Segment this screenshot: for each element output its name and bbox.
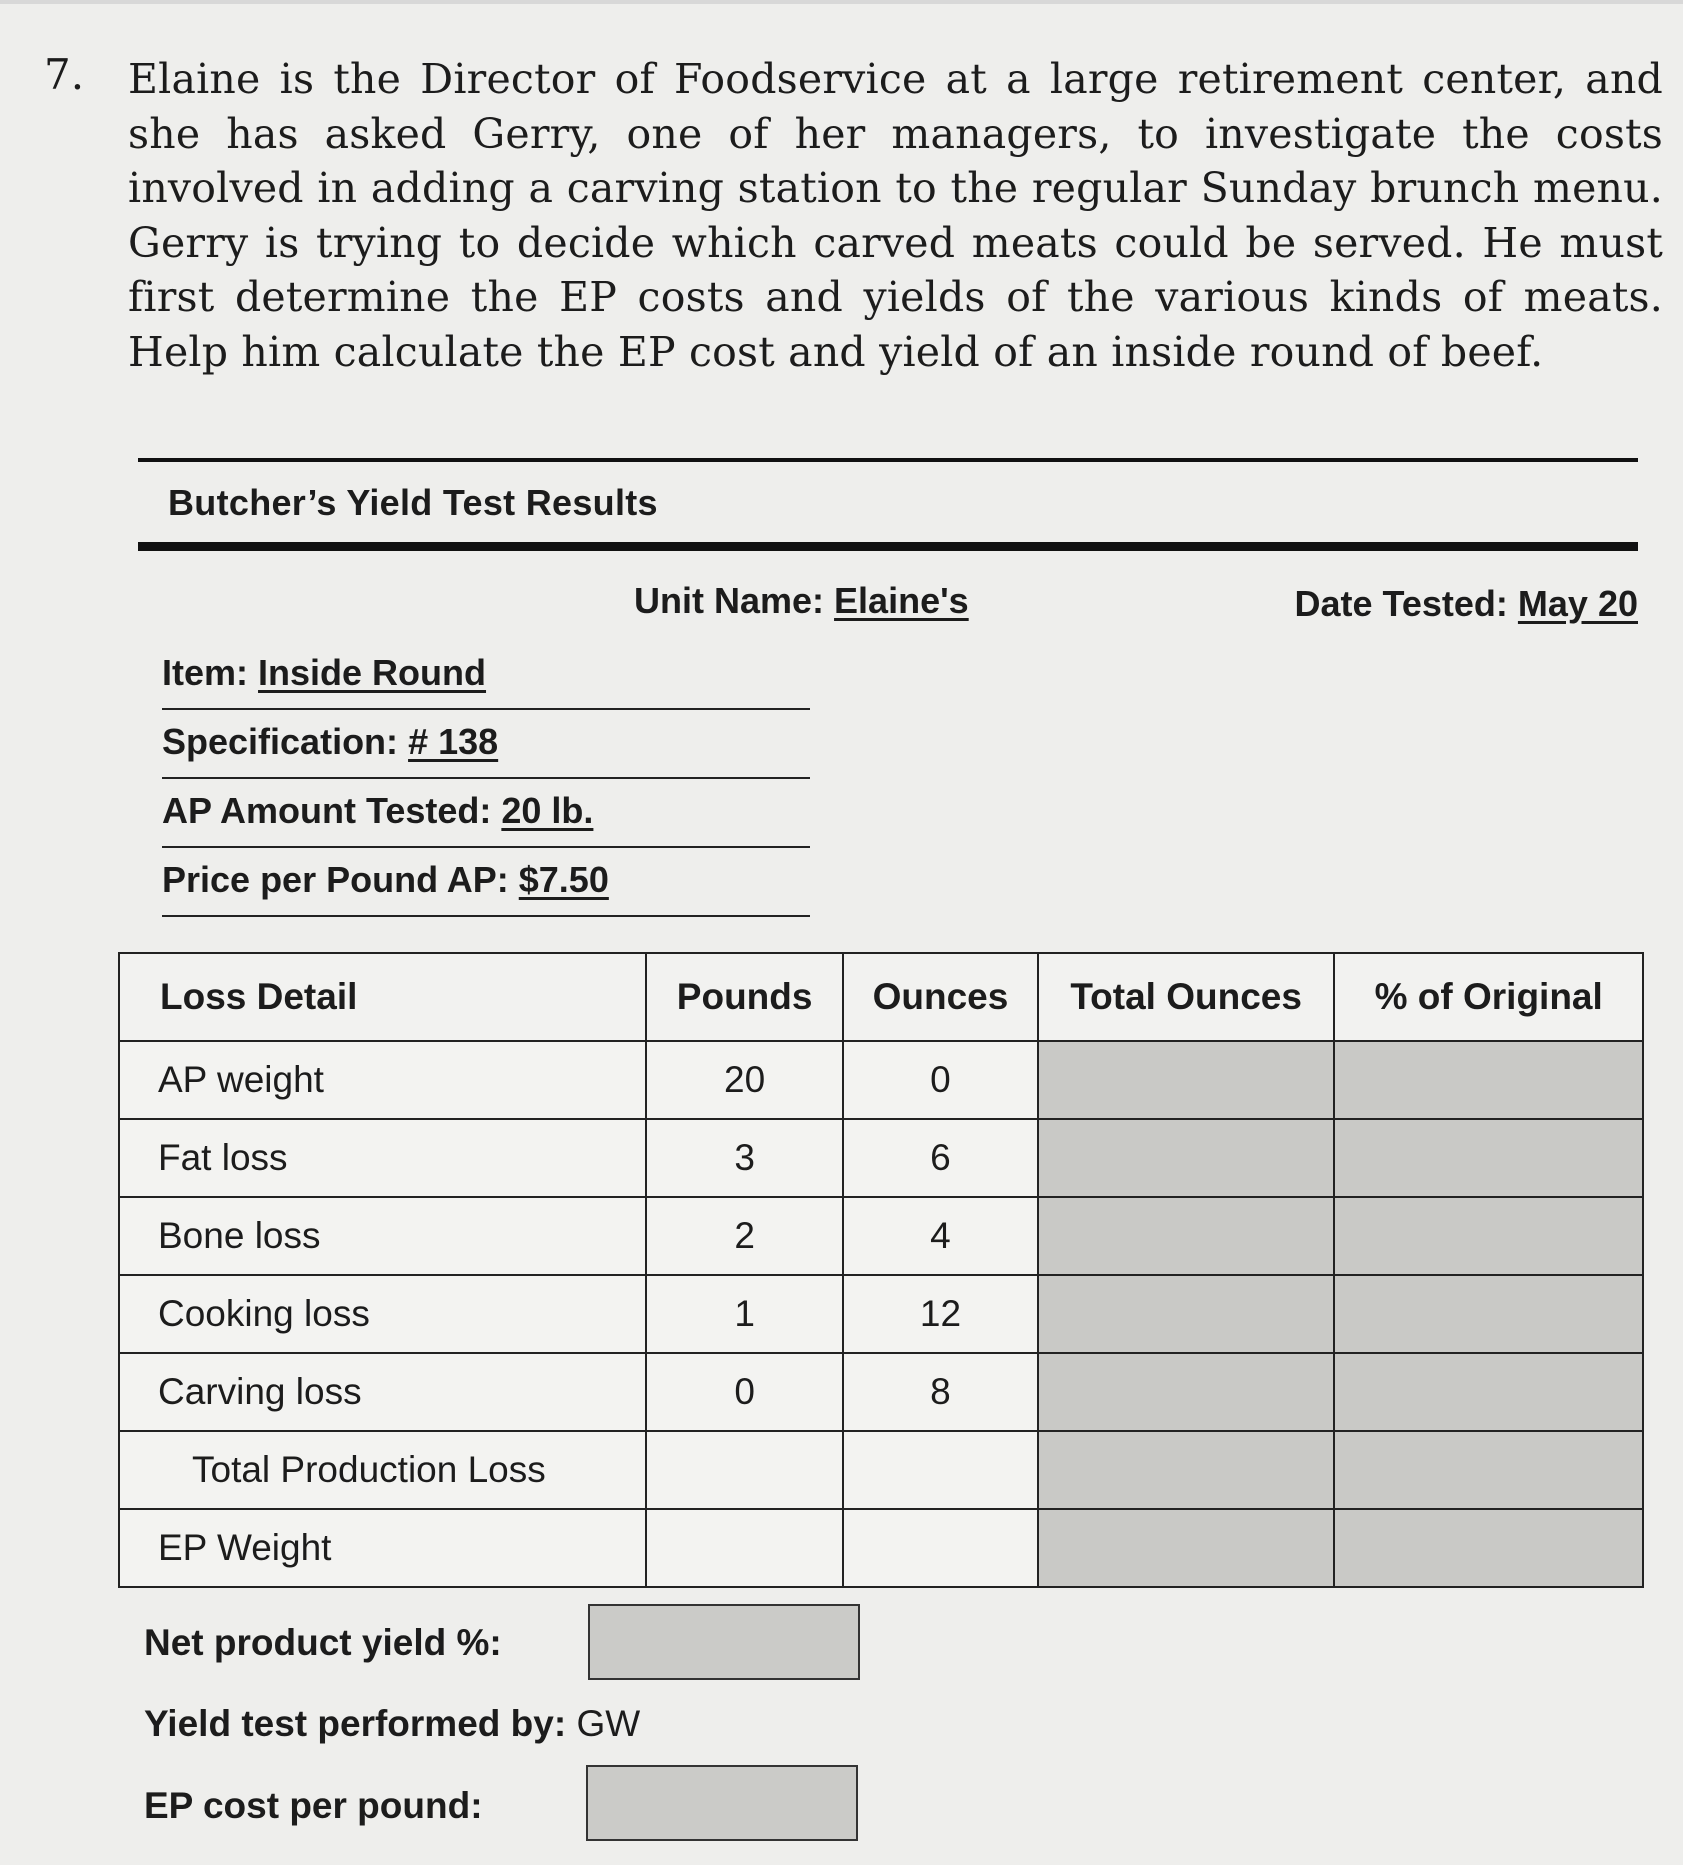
- ap-amount-label: AP Amount Tested:: [162, 790, 492, 831]
- row-label: Bone loss: [119, 1197, 646, 1275]
- row-label: Cooking loss: [119, 1275, 646, 1353]
- specification-value: # 138: [408, 721, 499, 762]
- header-pounds: Pounds: [646, 953, 843, 1041]
- table-row: [119, 1119, 1643, 1197]
- percent-original-cell[interactable]: [1334, 1509, 1643, 1587]
- table-row: [119, 1509, 1643, 1587]
- price-label: Price per Pound AP:: [162, 859, 509, 900]
- table-row: [119, 1275, 1643, 1353]
- row-label: Fat loss: [119, 1119, 646, 1197]
- price-per-pound-field: [162, 859, 810, 917]
- percent-original-cell[interactable]: [1334, 1197, 1643, 1275]
- ep-cost-label: EP cost per pound:: [144, 1785, 483, 1826]
- total-ounces-cell[interactable]: [1038, 1353, 1335, 1431]
- percent-original-cell[interactable]: [1334, 1041, 1643, 1119]
- unit-name-value: Elaine's: [834, 580, 969, 621]
- table-row: [119, 1197, 1643, 1275]
- ounces-cell[interactable]: [843, 1509, 1038, 1587]
- pounds-cell[interactable]: [646, 1509, 843, 1587]
- item-field: [162, 652, 810, 710]
- pounds-cell: 20: [646, 1041, 843, 1119]
- title-rule-bottom: [138, 542, 1638, 551]
- total-ounces-cell[interactable]: [1038, 1197, 1335, 1275]
- header-total-ounces: Total Ounces: [1038, 953, 1335, 1041]
- ap-amount-value: 20 lb.: [501, 790, 594, 831]
- net-yield-label: Net product yield %:: [144, 1622, 502, 1663]
- performed-by-label: Yield test performed by:: [144, 1703, 567, 1744]
- question-text: Elaine is the Director of Foodservice at a large retirement center, and she has asked Gerry, one of her managers, to investigate the costs involved in adding a carving station to the regular Sunday brunch menu. Gerry is trying to decide which carved meats could be served. He must first determine the EP costs and yields of the various kinds of meats. Help him calculate the EP cost and yield of an inside round of beef.: [128, 55, 1663, 376]
- date-tested-value: May 20: [1517, 583, 1638, 624]
- ounces-cell: 4: [843, 1197, 1038, 1275]
- form-title: Butcher’s Yield Test Results: [168, 482, 658, 523]
- unit-name: [634, 580, 969, 622]
- ounces-cell: 0: [843, 1041, 1038, 1119]
- title-rule-top: [138, 458, 1638, 462]
- total-ounces-cell[interactable]: [1038, 1119, 1335, 1197]
- item-label: Item:: [162, 652, 249, 693]
- percent-original-cell[interactable]: [1334, 1353, 1643, 1431]
- header-ounces: Ounces: [843, 953, 1038, 1041]
- ounces-cell: 6: [843, 1119, 1038, 1197]
- table-header-row: [119, 953, 1643, 1041]
- pounds-cell: 1: [646, 1275, 843, 1353]
- table-row: [119, 1353, 1643, 1431]
- table-row: [119, 1041, 1643, 1119]
- question-number: 7.: [44, 50, 85, 99]
- performed-by: [144, 1703, 640, 1745]
- row-label: Total Production Loss: [119, 1431, 646, 1509]
- row-label: Carving loss: [119, 1353, 646, 1431]
- pounds-cell[interactable]: [646, 1431, 843, 1509]
- header-percent-original: % of Original: [1334, 953, 1643, 1041]
- date-tested: [1295, 583, 1638, 625]
- specification-field: [162, 721, 810, 779]
- header-loss-detail: Loss Detail: [119, 953, 646, 1041]
- performed-by-value: GW: [576, 1703, 641, 1744]
- price-value: $7.50: [518, 859, 609, 900]
- row-label: EP Weight: [119, 1509, 646, 1587]
- table-row: [119, 1431, 1643, 1509]
- ounces-cell[interactable]: [843, 1431, 1038, 1509]
- pounds-cell: 3: [646, 1119, 843, 1197]
- total-ounces-cell[interactable]: [1038, 1509, 1335, 1587]
- percent-original-cell[interactable]: [1334, 1275, 1643, 1353]
- date-tested-label: Date Tested:: [1294, 583, 1508, 624]
- total-ounces-cell[interactable]: [1038, 1275, 1335, 1353]
- total-ounces-cell[interactable]: [1038, 1041, 1335, 1119]
- item-value: Inside Round: [258, 652, 487, 693]
- specification-label: Specification:: [162, 721, 399, 762]
- ounces-cell: 8: [843, 1353, 1038, 1431]
- ap-amount-field: [162, 790, 810, 848]
- pounds-cell: 0: [646, 1353, 843, 1431]
- yield-test-table: [118, 952, 1644, 1588]
- unit-name-label: Unit Name:: [634, 580, 825, 621]
- percent-original-cell[interactable]: [1334, 1431, 1643, 1509]
- ounces-cell: 12: [843, 1275, 1038, 1353]
- row-label: AP weight: [119, 1041, 646, 1119]
- page-top-edge: [0, 0, 1683, 4]
- total-ounces-cell[interactable]: [1038, 1431, 1335, 1509]
- ep-cost-answer-box[interactable]: [586, 1765, 858, 1841]
- net-yield-answer-box[interactable]: [588, 1604, 860, 1680]
- percent-original-cell[interactable]: [1334, 1119, 1643, 1197]
- pounds-cell: 2: [646, 1197, 843, 1275]
